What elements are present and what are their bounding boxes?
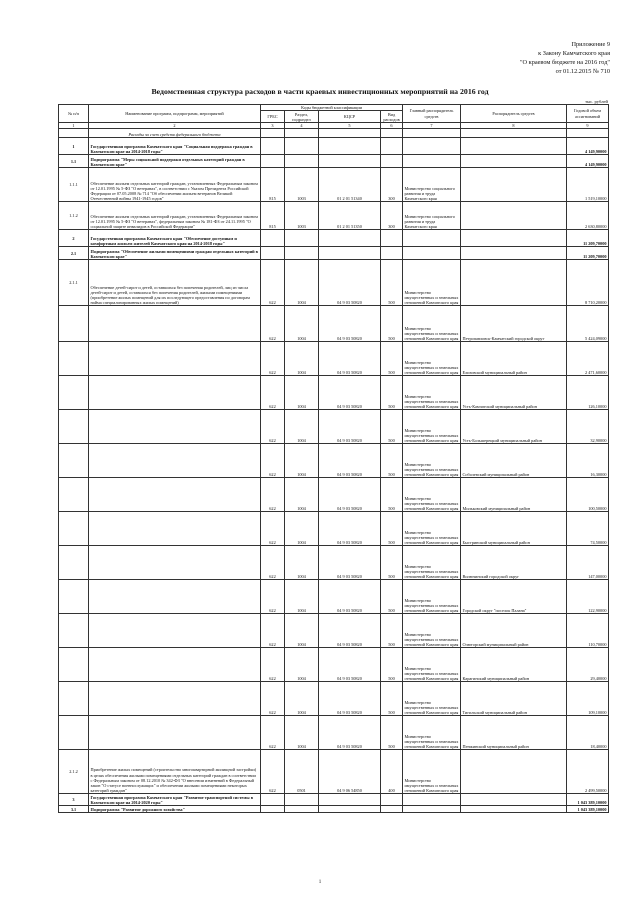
row-rzpr	[285, 794, 319, 806]
row-number: 3	[59, 794, 89, 806]
row-name: Обеспечение жильем отдельных категорий граждан, установленных Федеральным законом от 12.01.1995 № 5-ФЗ "О ветеранах", федеральным законом № 181-ФЗ от 24.11.1995 "О социальной защите инвалидов в Российской Федерации"	[89, 202, 261, 230]
header-recipient: Распорядитель средств	[461, 105, 567, 123]
row-sum: 1 519,10000	[567, 168, 609, 202]
row-rzpr: 1003	[285, 168, 319, 202]
row-name: Подпрограмма "Обеспечение жилыми помещениями граждан отдельных категорий в Камчатском крае"	[89, 247, 261, 260]
row-name	[89, 410, 261, 444]
row-admin: Министерство имущественных и земельных отношений Камчатского края	[403, 580, 461, 614]
row-recipient	[461, 794, 567, 806]
row-vr: 500	[381, 410, 403, 444]
row-rzpr: 1004	[285, 376, 319, 410]
row-name	[89, 580, 261, 614]
row-admin: Министерство имущественных и земельных отношений Камчатского края	[403, 444, 461, 478]
table-row	[59, 682, 609, 716]
row-vr: 500	[381, 682, 403, 716]
row-recipient	[461, 138, 567, 155]
row-vr	[381, 247, 403, 260]
column-number: 3	[261, 123, 285, 129]
row-rzpr	[285, 806, 319, 813]
row-admin: Министерство имущественных и земельных отношений Камчатского края	[403, 546, 461, 580]
row-number: 3.1	[59, 806, 89, 813]
row-vr: 500	[381, 580, 403, 614]
row-number	[59, 306, 89, 342]
row-number: 2.1.1	[59, 260, 89, 306]
row-name	[89, 376, 261, 410]
row-kcsr: 04 9 06 54850	[319, 750, 381, 794]
row-grbs: 622	[261, 580, 285, 614]
row-number	[59, 512, 89, 546]
table-row	[59, 478, 609, 512]
row-kcsr: 04 9 03 50820	[319, 410, 381, 444]
row-admin	[403, 806, 461, 813]
row-rzpr: 1004	[285, 580, 319, 614]
row-sum: 8 710,20000	[567, 260, 609, 306]
row-admin	[403, 230, 461, 247]
row-name	[89, 444, 261, 478]
row-vr: 500	[381, 376, 403, 410]
table-row	[59, 168, 609, 202]
row-vr	[381, 230, 403, 247]
row-grbs: 622	[261, 444, 285, 478]
row-kcsr: 04 9 03 50820	[319, 306, 381, 342]
appendix-line: от 01.12.2015 № 710	[555, 68, 610, 75]
row-recipient: Городской округ "поселок Палана"	[461, 580, 567, 614]
row-grbs: 622	[261, 478, 285, 512]
appendix-line: к Закону Камчатского края	[538, 50, 610, 57]
row-kcsr: 04 9 03 50820	[319, 260, 381, 306]
row-number	[59, 648, 89, 682]
row-number: 2	[59, 230, 89, 247]
row-grbs: 622	[261, 306, 285, 342]
row-grbs: 622	[261, 342, 285, 376]
row-recipient: Карагинский муниципальный район	[461, 648, 567, 682]
row-admin: Министерство имущественных и земельных отношений Камчатского края	[403, 478, 461, 512]
row-vr: 400	[381, 750, 403, 794]
row-recipient	[461, 168, 567, 202]
row-sum: 2 499,50000	[567, 750, 609, 794]
row-name: Подпрограмма "Меры социальной поддержки отдельных категорий граждан в Камчатском крае"	[89, 155, 261, 168]
row-admin	[403, 794, 461, 806]
row-number: 1.1	[59, 155, 89, 168]
row-rzpr: 1004	[285, 546, 319, 580]
row-kcsr: 04 9 03 50820	[319, 478, 381, 512]
row-admin	[403, 138, 461, 155]
row-vr: 500	[381, 444, 403, 478]
header-admin: Главный распорядитель средств	[403, 105, 461, 123]
row-rzpr: 0501	[285, 750, 319, 794]
budget-table	[58, 104, 609, 813]
row-number	[59, 478, 89, 512]
row-kcsr: 04 9 03 50820	[319, 342, 381, 376]
row-recipient	[461, 230, 567, 247]
row-number: 2.1	[59, 247, 89, 260]
row-number	[59, 410, 89, 444]
header-codes: Коды бюджетной классификации	[261, 105, 403, 111]
row-recipient: Тигильский муниципальный район	[461, 682, 567, 716]
row-sum: 5 424,09000	[567, 306, 609, 342]
row-sum: 147,00000	[567, 546, 609, 580]
row-grbs: 815	[261, 202, 285, 230]
row-vr: 500	[381, 716, 403, 750]
row-number: 2.1.2	[59, 750, 89, 794]
table-row	[59, 410, 609, 444]
row-admin: Министерство имущественных и земельных отношений Камчатского края	[403, 614, 461, 648]
header-rzpr: Раздел, подраздел	[285, 111, 319, 123]
row-grbs: 622	[261, 376, 285, 410]
row-rzpr: 1004	[285, 306, 319, 342]
row-rzpr	[285, 138, 319, 155]
row-rzpr: 1003	[285, 202, 319, 230]
row-name	[89, 682, 261, 716]
row-kcsr: 04 9 03 50820	[319, 512, 381, 546]
row-name	[89, 306, 261, 342]
row-recipient: Мильковский муниципальный район	[461, 478, 567, 512]
row-sum: 2 471,60000	[567, 342, 609, 376]
row-kcsr	[319, 794, 381, 806]
table-row	[59, 138, 609, 155]
row-kcsr	[319, 155, 381, 168]
table-row	[59, 580, 609, 614]
row-name: Обеспечение жильем отдельных категорий граждан, установленных Федеральным законом от 12.01.1995 № 5-ФЗ "О ветеранах", в соответствии с Указом Президента Российской Федерации от 07.05.2008 № 714 "Об обеспечении жильем ветеранов Великой Отечественной войны 1941-1945 годов"	[89, 168, 261, 202]
table-row	[59, 260, 609, 306]
header-vr: Вид расходов	[381, 111, 403, 123]
row-kcsr: 04 9 03 50820	[319, 580, 381, 614]
row-grbs: 622	[261, 260, 285, 306]
row-recipient: Пенжинский муниципальный район	[461, 716, 567, 750]
row-admin: Министерство имущественных и земельных отношений Камчатского края	[403, 342, 461, 376]
row-grbs	[261, 806, 285, 813]
table-row	[59, 376, 609, 410]
row-rzpr	[285, 230, 319, 247]
row-recipient: Вилючинский городской округ	[461, 546, 567, 580]
row-rzpr: 1004	[285, 648, 319, 682]
header-num: № п/п	[59, 105, 89, 123]
row-rzpr: 1004	[285, 410, 319, 444]
row-number: 1	[59, 138, 89, 155]
row-rzpr: 1004	[285, 614, 319, 648]
row-sum: 4 149,90000	[567, 155, 609, 168]
row-recipient	[461, 247, 567, 260]
row-name: Приобретение жилых помещений (строительство многоквартирной жилищной застройки) в целях обеспечения жилыми помещениями отдельных категорий граждан в соответствии с Федеральным законом от 08.12.2010 № 342-ФЗ "О внесении изменений в Федеральный закон "О статусе военнослужащих" и обеспечении жилыми помещениями некоторых категорий граждан"	[89, 750, 261, 794]
row-grbs	[261, 247, 285, 260]
table-row	[59, 512, 609, 546]
row-admin: Министерство имущественных и земельных отношений Камчатского края	[403, 648, 461, 682]
row-sum: 74,50000	[567, 512, 609, 546]
row-name	[89, 342, 261, 376]
row-vr: 500	[381, 648, 403, 682]
row-admin: Министерство имущественных и земельных отношений Камчатского края	[403, 260, 461, 306]
row-vr: 500	[381, 546, 403, 580]
row-number	[59, 376, 89, 410]
row-kcsr	[319, 138, 381, 155]
row-number	[59, 546, 89, 580]
row-sum: 18,40000	[567, 716, 609, 750]
row-kcsr: 04 9 03 50820	[319, 716, 381, 750]
row-recipient: Быстринский муниципальный район	[461, 512, 567, 546]
row-admin	[403, 155, 461, 168]
federal-note: Расходы за счет средств федерального бюджета	[89, 129, 261, 138]
row-number	[59, 614, 89, 648]
table-row	[59, 230, 609, 247]
row-name	[89, 478, 261, 512]
row-sum: 11 209,70000	[567, 230, 609, 247]
row-sum: 122,90000	[567, 580, 609, 614]
row-rzpr: 1004	[285, 478, 319, 512]
row-grbs: 622	[261, 716, 285, 750]
row-rzpr: 1004	[285, 716, 319, 750]
table-row	[59, 306, 609, 342]
row-grbs: 622	[261, 512, 285, 546]
row-name: Обеспечение детей-сирот и детей, оставшихся без попечения родителей, лиц из числа детей-сирот и детей, оставшихся без попечения родителей, жилыми помещениями (приобретение жилых помещений для их последующего предоставления по договорам найма специализированных жилых помещений)	[89, 260, 261, 306]
row-rzpr	[285, 155, 319, 168]
row-grbs: 622	[261, 546, 285, 580]
table-row	[59, 716, 609, 750]
table-row	[59, 342, 609, 376]
row-recipient: Соболевский муниципальный район	[461, 444, 567, 478]
row-sum: 126,10000	[567, 376, 609, 410]
row-name	[89, 648, 261, 682]
appendix-header	[520, 40, 610, 76]
row-name: Государственная программа Камчатского края "Социальная поддержка граждан в Камчатском крае на 2014-2018 годы"	[89, 138, 261, 155]
row-vr	[381, 138, 403, 155]
row-kcsr: 04 9 03 50820	[319, 546, 381, 580]
table-row	[59, 444, 609, 478]
row-vr: 500	[381, 260, 403, 306]
row-name	[89, 614, 261, 648]
document-title: Ведомственная структура расходов в части краевых инвестиционных мероприятий на 2016 год	[151, 87, 489, 96]
table-row	[59, 794, 609, 806]
row-kcsr: 04 9 03 50820	[319, 648, 381, 682]
row-kcsr	[319, 230, 381, 247]
column-number: 1	[59, 123, 89, 129]
row-admin: Министерство социального развития и труда Камчатского края	[403, 202, 461, 230]
row-grbs	[261, 138, 285, 155]
row-vr	[381, 155, 403, 168]
row-admin: Министерство имущественных и земельных отношений Камчатского края	[403, 512, 461, 546]
row-grbs: 622	[261, 410, 285, 444]
federal-note-row	[59, 129, 609, 138]
row-kcsr	[319, 806, 381, 813]
row-admin	[403, 247, 461, 260]
row-vr: 300	[381, 202, 403, 230]
table-row	[59, 750, 609, 794]
column-number: 2	[89, 123, 261, 129]
row-number	[59, 580, 89, 614]
row-sum: 11 209,70000	[567, 247, 609, 260]
row-vr	[381, 794, 403, 806]
table-row	[59, 614, 609, 648]
row-admin: Министерство имущественных и земельных отношений Камчатского края	[403, 306, 461, 342]
row-name	[89, 716, 261, 750]
row-sum: 109,10000	[567, 682, 609, 716]
row-kcsr: 04 9 03 50820	[319, 376, 381, 410]
row-number	[59, 682, 89, 716]
row-admin: Министерство имущественных и земельных отношений Камчатского края	[403, 682, 461, 716]
row-grbs	[261, 794, 285, 806]
header-kcsr: КЦСР	[319, 111, 381, 123]
row-rzpr: 1004	[285, 444, 319, 478]
row-sum: 32,90000	[567, 410, 609, 444]
row-recipient	[461, 806, 567, 813]
row-vr: 300	[381, 168, 403, 202]
appendix-line: Приложение 9	[571, 41, 610, 48]
row-recipient: Усть-Большерецкий муниципальный район	[461, 410, 567, 444]
table-row	[59, 546, 609, 580]
row-kcsr: 04 9 03 50820	[319, 614, 381, 648]
row-recipient: Петропавловск-Камчатский городской округ	[461, 306, 567, 342]
row-recipient: Олюторский муниципальный район	[461, 614, 567, 648]
row-name	[89, 546, 261, 580]
row-grbs: 622	[261, 682, 285, 716]
row-number	[59, 444, 89, 478]
row-kcsr: 04 9 03 50820	[319, 444, 381, 478]
row-admin: Министерство имущественных и земельных отношений Камчатского края	[403, 410, 461, 444]
column-number: 8	[461, 123, 567, 129]
table-row	[59, 806, 609, 813]
row-grbs	[261, 230, 285, 247]
row-vr: 500	[381, 342, 403, 376]
row-rzpr	[285, 247, 319, 260]
row-grbs	[261, 155, 285, 168]
row-name	[89, 512, 261, 546]
row-number	[59, 716, 89, 750]
row-recipient	[461, 155, 567, 168]
column-number: 6	[381, 123, 403, 129]
row-recipient	[461, 750, 567, 794]
row-sum: 4 149,90000	[567, 138, 609, 155]
row-kcsr	[319, 247, 381, 260]
row-rzpr: 1004	[285, 512, 319, 546]
column-number: 7	[403, 123, 461, 129]
row-rzpr: 1004	[285, 682, 319, 716]
row-recipient: Елизовский муниципальный район	[461, 342, 567, 376]
row-kcsr: 01 2 01 51350	[319, 202, 381, 230]
row-sum: 1 043 389,10000	[567, 794, 609, 806]
row-number	[59, 342, 89, 376]
row-name: Государственная программа Камчатского края "Развитие транспортной системы в Камчатском крае на 2014-2020 годы"	[89, 794, 261, 806]
row-admin: Министерство имущественных и земельных отношений Камчатского края	[403, 750, 461, 794]
row-vr	[381, 806, 403, 813]
column-number: 9	[567, 123, 609, 129]
page-number: 1	[318, 880, 322, 885]
row-sum: 1 043 389,10000	[567, 806, 609, 813]
header-grbs: ГРБС	[261, 111, 285, 123]
table-body	[59, 129, 609, 813]
row-rzpr: 1004	[285, 342, 319, 376]
row-vr: 500	[381, 512, 403, 546]
row-name: Подпрограмма "Развитие дорожного хозяйства"	[89, 806, 261, 813]
row-name: Государственная программа Камчатского края "Обеспечение доступным и комфортным жильем жителей Камчатского края на 2014-2018 годы"	[89, 230, 261, 247]
row-number: 1.1.1	[59, 168, 89, 202]
row-recipient	[461, 202, 567, 230]
header-sum: Годовой объем ассигнований	[567, 105, 609, 123]
row-grbs: 622	[261, 614, 285, 648]
row-grbs: 622	[261, 750, 285, 794]
row-admin: Министерство социального развития и труда Камчатского края	[403, 168, 461, 202]
row-rzpr: 1004	[285, 260, 319, 306]
units-label: тыс. рублей	[585, 99, 608, 104]
table-row	[59, 648, 609, 682]
row-admin: Министерство имущественных и земельных отношений Камчатского края	[403, 716, 461, 750]
row-vr: 500	[381, 614, 403, 648]
row-grbs: 622	[261, 648, 285, 682]
row-recipient	[461, 260, 567, 306]
row-kcsr: 01 2 01 51340	[319, 168, 381, 202]
row-vr: 500	[381, 478, 403, 512]
row-kcsr: 04 9 03 50820	[319, 682, 381, 716]
table-row	[59, 247, 609, 260]
row-sum: 100,50000	[567, 478, 609, 512]
row-sum: 110,70000	[567, 614, 609, 648]
row-vr: 500	[381, 306, 403, 342]
table-row	[59, 155, 609, 168]
row-sum: 29,40000	[567, 648, 609, 682]
row-recipient: Усть-Камчатский муниципальный район	[461, 376, 567, 410]
row-admin: Министерство имущественных и земельных отношений Камчатского края	[403, 376, 461, 410]
row-grbs: 815	[261, 168, 285, 202]
table-row	[59, 202, 609, 230]
row-number: 1.1.2	[59, 202, 89, 230]
row-sum: 16,30000	[567, 444, 609, 478]
header-name: Наименование программ, подпрограмм, мероприятий	[89, 105, 261, 123]
appendix-line: "О краевом бюджете на 2016 год"	[519, 59, 610, 66]
column-number: 4	[285, 123, 319, 129]
column-number: 5	[319, 123, 381, 129]
row-sum: 2 630,80000	[567, 202, 609, 230]
